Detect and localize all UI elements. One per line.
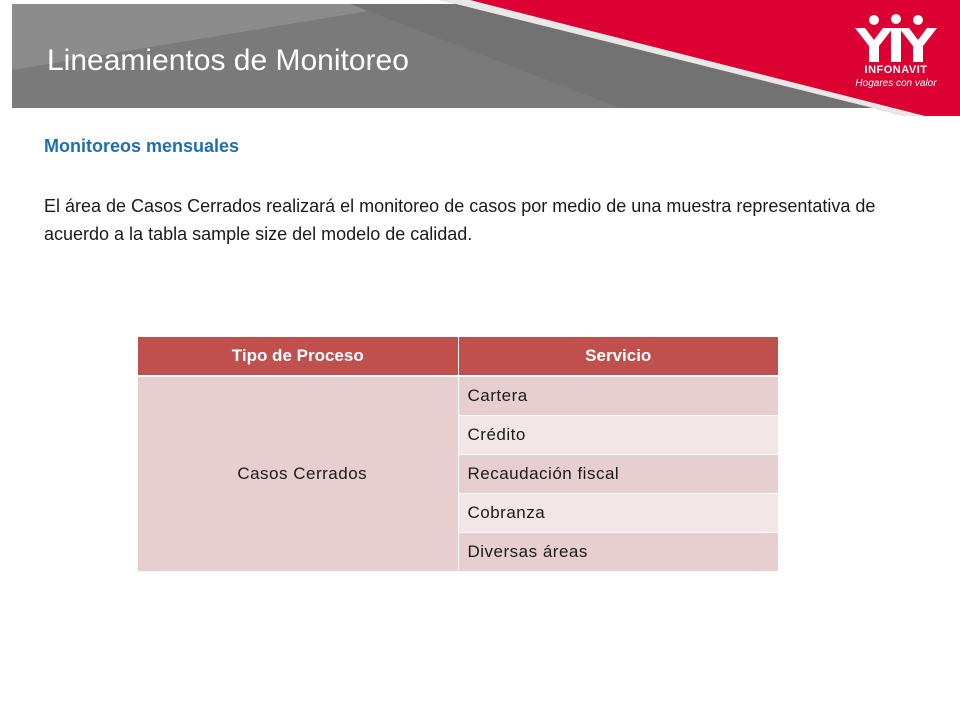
process-cell: Casos Cerrados [138,376,458,571]
service-cell: Cobranza [458,494,778,533]
header-servicio: Servicio [458,337,778,376]
header-tipo-de-proceso: Tipo de Proceso [138,337,458,376]
logo-tagline: Hogares con valor [855,78,937,89]
page-title: Lineamientos de Monitoreo [47,44,409,77]
service-cell: Recaudación fiscal [458,455,778,494]
infonavit-logo-icon [852,14,940,64]
service-cell: Diversas áreas [458,533,778,572]
table-row [138,376,778,416]
process-service-table [138,337,778,571]
infonavit-logo [842,14,950,94]
service-cell: Cartera [458,376,778,416]
section-subtitle: Monitoreos mensuales [44,136,240,156]
body-paragraph: El área de Casos Cerrados realizará el monitoreo de casos por medio de una muestra representativa de acuerdo a la tabla sample size del modelo de calidad. [44,196,876,244]
logo-name: INFONAVIT [864,64,928,76]
table-header-row [138,337,778,376]
service-cell: Crédito [458,416,778,455]
